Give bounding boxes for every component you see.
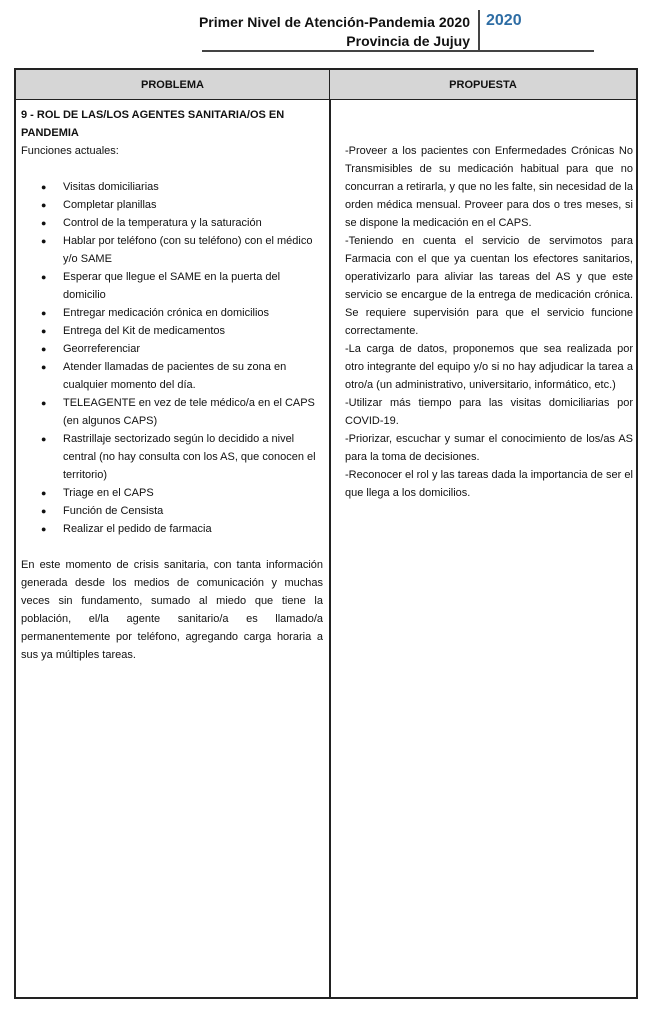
column-header-problem: PROBLEMA <box>16 70 330 100</box>
function-item: ● Esperar que llegue el SAME en la puerta del domicilio <box>21 268 323 304</box>
header-rule <box>202 50 594 52</box>
function-item: ● Rastrillaje sectorizado según lo decidido a nivel central (no hay consulta con los AS, que conocen el territorio) <box>21 430 323 484</box>
column-header-proposal: PROPUESTA <box>330 70 636 100</box>
function-item: ● Control de la temperatura y la saturación <box>21 214 323 232</box>
document-header <box>0 8 650 58</box>
proposal-item: -Teniendo en cuenta el servicio de servimotos para Farmacia con el que ya cuentan los efectores sanitarios, operativizarlo para aliviar las tareas del AS y que este servicio se encargue de la entrega de medicación crónica. Se requiere supervisión para que el servicio funcione correctamente. <box>345 235 633 337</box>
function-item: ● Hablar por teléfono (con su teléfono) con el médico y/o SAME <box>21 232 323 268</box>
functions-intro: Funciones actuales: <box>21 145 119 157</box>
function-item: ● Georreferenciar <box>21 340 323 358</box>
function-item: ● Completar planillas <box>21 196 323 214</box>
proposal-item: -Proveer a los pacientes con Enfermedades Crónicas No Transmisibles de su medicación habitual para que no concurran a retirarla, y que no les falte, sin necesidad de la orden médica mensual. Proveer para dos o tres meses, si se dispone la medicación en el CAPS. <box>345 145 633 229</box>
function-item: ● Visitas domiciliarias <box>21 178 323 196</box>
problem-cell <box>21 106 323 664</box>
header-year: 2020 <box>486 12 522 29</box>
proposal-cell <box>345 142 633 502</box>
function-item: ● Entregar medicación crónica en domicilios <box>21 304 323 322</box>
function-item: ● Entrega del Kit de medicamentos <box>21 322 323 340</box>
function-item: ● Realizar el pedido de farmacia <box>21 520 323 538</box>
problem-proposal-table <box>14 68 638 999</box>
function-item: ● TELEAGENTE en vez de tele médico/a en el CAPS (en algunos CAPS) <box>21 394 323 430</box>
proposal-item: -La carga de datos, proponemos que sea realizada por otro integrante del equipo y/o si no hay adjudicar la tarea a otro/a (un administrativo, universitario, informático, etc.) <box>345 343 633 391</box>
function-item: ● Función de Censista <box>21 502 323 520</box>
section-title: 9 - ROL DE LAS/LOS AGENTES SANITARIA/OS EN PANDEMIA <box>21 109 285 139</box>
header-divider <box>478 10 480 52</box>
proposal-item: -Priorizar, escuchar y sumar el conocimiento de los/as AS para la toma de decisiones. <box>345 433 633 463</box>
function-item: ● Atender llamadas de pacientes de su zona en cualquier momento del día. <box>21 358 323 394</box>
header-subtitle: Provincia de Jujuy <box>346 33 470 49</box>
column-divider <box>329 100 331 997</box>
proposal-item: -Utilizar más tiempo para las visitas domiciliarias por COVID-19. <box>345 397 633 427</box>
function-item: ● Triage en el CAPS <box>21 484 323 502</box>
closing-paragraph: En este momento de crisis sanitaria, con tanta información generada desde los medios de comunicación y muchas veces sin fundamento, sumado al miedo que tiene la población, el/la agente sanitario/a es llamado/a permanentemente por teléfono, agregando carga horaria a sus ya múltiples tareas. <box>21 559 323 661</box>
header-title: Primer Nivel de Atención-Pandemia 2020 <box>198 14 470 30</box>
proposal-item: -Reconocer el rol y las tareas dada la importancia de ser el que llega a los domicilios. <box>345 469 633 499</box>
functions-list <box>21 178 323 538</box>
